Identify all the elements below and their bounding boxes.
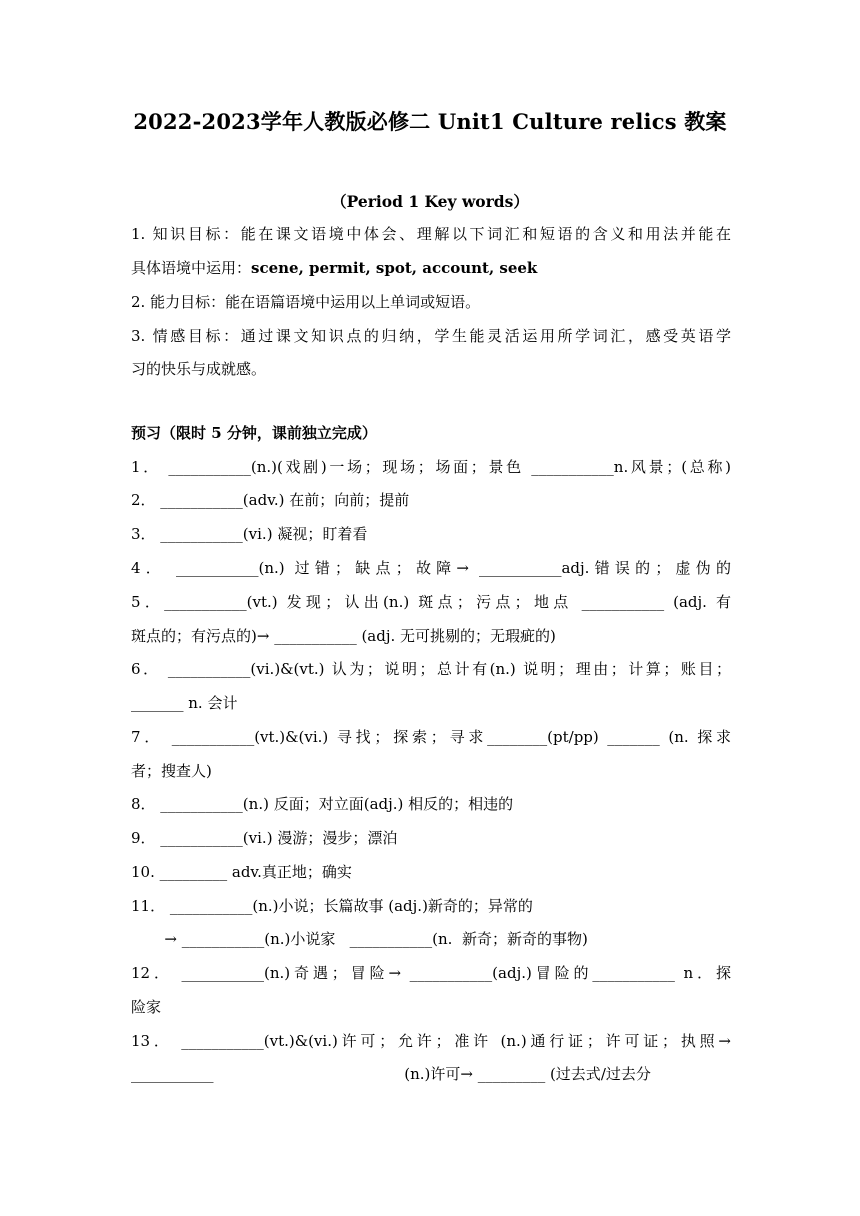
objective-emotion-line2: 习的快乐与成就感。 [131, 360, 267, 378]
period-subtitle: （Period 1 Key words） [331, 192, 529, 211]
vocab-item-1: 1． ___________(n.)(戏剧)一场；现场；场面；景色 ___________n.风景；(总称) [131, 458, 731, 476]
vocab-item-2: 2． ___________(adv.) 在前；向前；提前 [131, 491, 410, 509]
vocab-item-13-cont: ___________ (n.)许可→ _________ (过去式/过去分 [131, 1065, 651, 1083]
vocab-item-12-cont: 险家 [131, 998, 162, 1016]
vocab-item-3: 3． ___________(vi.) 凝视；盯着看 [131, 525, 368, 543]
objective-key-words: scene, permit, spot, account, seek [251, 259, 538, 277]
objective-ability: 2. 能力目标：能在语篇语境中运用以上单词或短语。 [131, 293, 481, 311]
vocab-item-6-cont: _______ n. 会计 [131, 694, 238, 712]
vocab-item-7: 7． ___________(vt.)&(vi.) 寻找；探索；寻求________(pt/pp) _______ (n. 探求 [131, 728, 731, 746]
vocab-item-11-cont: → ___________(n.)小说家 ___________(n. 新奇；新奇的事物) [131, 930, 588, 948]
objective-knowledge-line2 [131, 258, 731, 278]
preview-heading: 预习（限时 5 分钟，课前独立完成） [131, 424, 377, 442]
vocab-item-4: 4． ___________(n.) 过错；缺点；故障→ ___________adj.错误的；虚伪的 [131, 559, 731, 577]
vocab-item-12: 12． ___________(n.)奇遇；冒险→ ___________(adj.)冒险的___________ n．探 [131, 964, 731, 982]
document-title: 2022-2023学年人教版必修二 Unit1 Culture relics 教案 [133, 109, 727, 134]
vocab-item-10: 10. _________ adv.真正地；确实 [131, 863, 352, 881]
vocab-item-8: 8． ___________(n.) 反面；对立面(adj.) 相反的；相违的 [131, 795, 514, 813]
vocab-item-9: 9． ___________(vi.) 漫游；漫步；漂泊 [131, 829, 398, 847]
vocab-item-5: 5．___________(vt.) 发现；认出(n.) 斑点；污点；地点 ___________ (adj. 有 [131, 593, 731, 611]
objective-emotion-line1: 3. 情感目标：通过课文知识点的归纳，学生能灵活运用所学词汇，感受英语学 [131, 327, 731, 345]
vocab-item-11: 11． ___________(n.)小说；长篇故事 (adj.)新奇的；异常的 [131, 897, 533, 915]
vocab-item-5-cont: 斑点的；有污点的)→ ___________ (adj. 无可挑剔的；无瑕疵的) [131, 627, 556, 645]
vocab-item-6: 6． ___________(vi.)&(vt.) 认为；说明；总计有(n.) 说明；理由；计算；账目； [131, 660, 731, 678]
vocab-item-13: 13． ___________(vt.)&(vi.)许可；允许；准许 (n.)通行证；许可证；执照→ [131, 1032, 731, 1050]
vocab-item-7-cont: 者；搜查人) [131, 762, 212, 780]
objective-knowledge-prefix: 具体语境中运用： [131, 259, 252, 277]
objective-knowledge-line1: 1. 知识目标：能在课文语境中体会、理解以下词汇和短语的含义和用法并能在 [131, 225, 731, 243]
